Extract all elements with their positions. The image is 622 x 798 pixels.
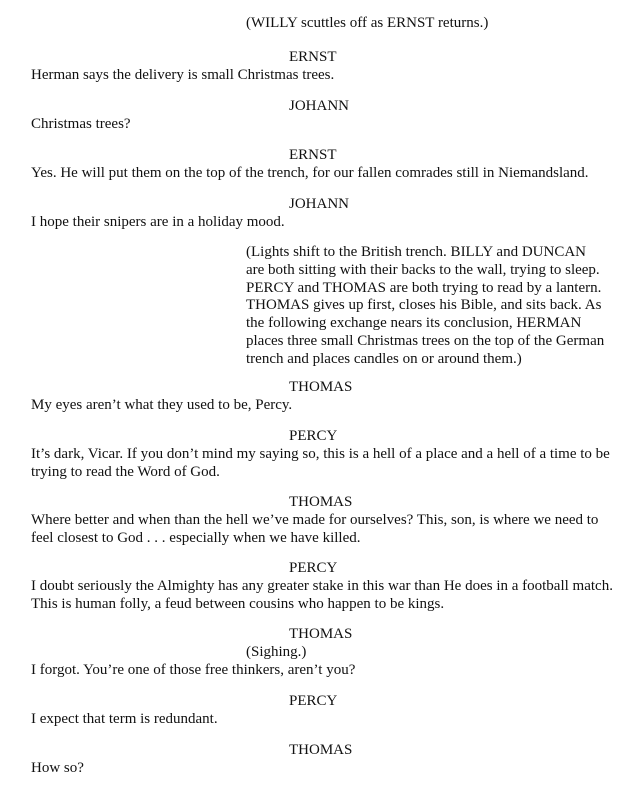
stage-direction-line: places three small Christmas trees on the top of the German xyxy=(246,332,605,349)
character-name: ERNST xyxy=(289,147,337,163)
character-name: ERNST xyxy=(289,49,337,65)
stage-direction-line: are both sitting with their backs to the wall, trying to sleep. xyxy=(246,261,600,278)
character-name: PERCY xyxy=(289,693,338,709)
dialogue-line: I hope their snipers are in a holiday mood. xyxy=(31,214,285,230)
dialogue-line: feel closest to God . . . especially when we have killed. xyxy=(31,530,361,546)
dialogue-line: How so? xyxy=(31,760,84,776)
character-name: THOMAS xyxy=(289,494,353,510)
stage-direction-block xyxy=(246,244,618,369)
parenthetical: (Sighing.) xyxy=(246,644,307,660)
stage-direction-line: the following exchange nears its conclusion, HERMAN xyxy=(246,315,582,332)
character-name: PERCY xyxy=(289,428,338,444)
stage-direction-line: trench and places candles on or around them.) xyxy=(246,350,522,367)
character-name: PERCY xyxy=(289,560,338,576)
dialogue-line: Christmas trees? xyxy=(31,116,131,132)
dialogue-line: This is human folly, a feud between cousins who happen to be kings. xyxy=(31,596,445,612)
dialogue-line: Herman says the delivery is small Christmas trees. xyxy=(31,67,335,83)
character-name: JOHANN xyxy=(289,98,349,114)
dialogue-line: It’s dark, Vicar. If you don’t mind my saying so, this is a hell of a place and a hell of a time to be xyxy=(31,446,610,462)
dialogue-line: Where better and when than the hell we’ve made for ourselves? This, son, is where we need to xyxy=(31,512,599,528)
character-name: THOMAS xyxy=(289,379,353,395)
stage-direction: (WILLY scuttles off as ERNST returns.) xyxy=(246,15,489,31)
dialogue-line: trying to read the Word of God. xyxy=(31,464,220,480)
character-name: THOMAS xyxy=(289,626,353,642)
character-name: JOHANN xyxy=(289,196,349,212)
stage-direction-line: (Lights shift to the British trench. BILLY and DUNCAN xyxy=(246,244,586,260)
stage-direction-line: THOMAS gives up first, closes his Bible, and sits back. As xyxy=(246,297,602,314)
character-name: THOMAS xyxy=(289,742,353,758)
dialogue-line: Yes. He will put them on the top of the trench, for our fallen comrades still in Niemandsland. xyxy=(31,165,589,181)
dialogue-line: My eyes aren’t what they used to be, Percy. xyxy=(31,397,293,413)
stage-direction-line: PERCY and THOMAS are both trying to read by a lantern. xyxy=(246,279,602,296)
dialogue-line: I doubt seriously the Almighty has any greater stake in this war than He does in a football match. xyxy=(31,578,613,594)
dialogue-line: I forgot. You’re one of those free thinkers, aren’t you? xyxy=(31,662,356,678)
dialogue-line: I expect that term is redundant. xyxy=(31,711,218,727)
